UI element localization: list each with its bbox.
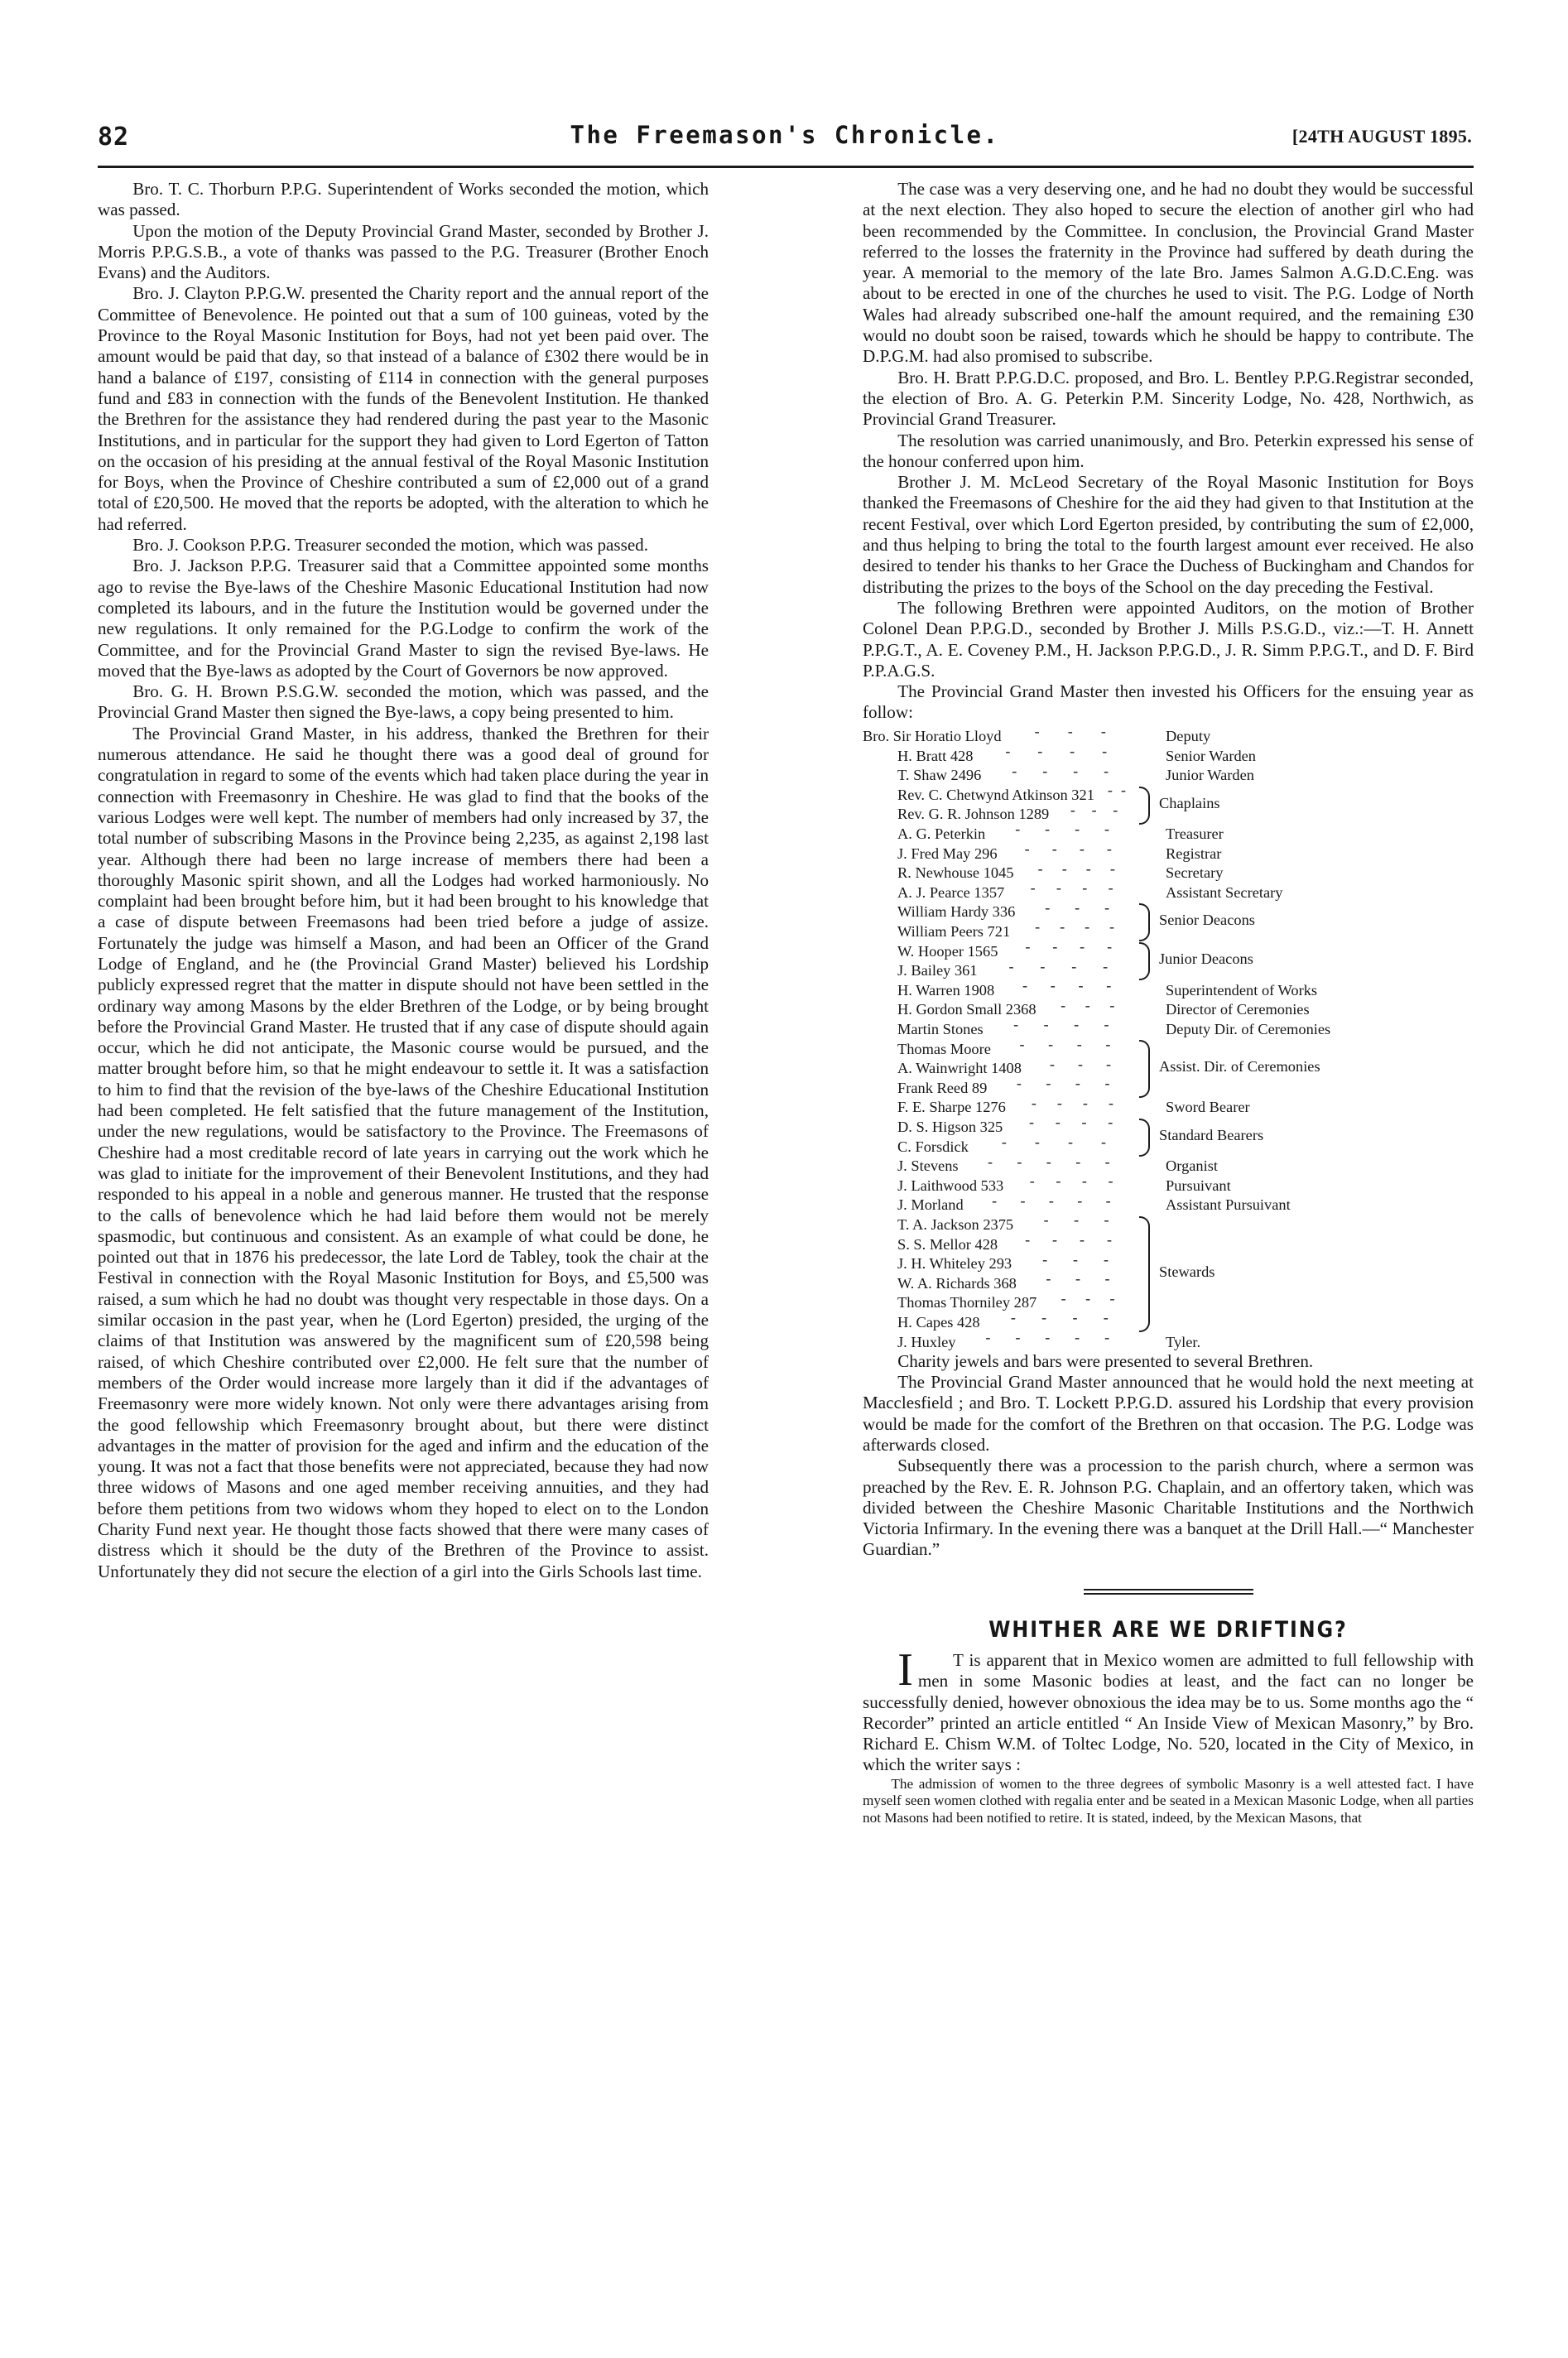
leader-dots: - - - - (1028, 1114, 1113, 1131)
officer-name: A. G. Peterkin (897, 825, 986, 843)
officer-title: Registrar (1166, 845, 1222, 862)
leader-dots: - - - - (1013, 1016, 1109, 1033)
leader-dots: - - - - - (987, 1153, 1110, 1170)
officer-group-title: Standard Bearers (1159, 1126, 1264, 1143)
leader-dots: - - - - (1035, 918, 1115, 936)
leader-dots: - - - (1045, 898, 1110, 916)
body-paragraph: The case was a very deserving one, and he had no doubt they would be successful at the next election. They also hoped to secure the election of another girl who had been recommended by the Committee. In conclusion, the Provincial Grand Master referred to the losses the fraternity in the Province had suffered by death during the year. A memorial to the memory of the late Bro. James Salmon A.G.D.C.Eng. was about to be erected in one of the churches he used to visit. The P.G. Lodge of North Wales had already subscribed one-half the amount required, and the remaining £30 would no doubt soon be raised, towards which he should be happy to contribute. The D.P.G.M. had also promised to subscribe. (863, 179, 1474, 367)
officer-name: H. Bratt 428 (897, 747, 974, 764)
article-headline: WHITHER ARE WE DRIFTING? (988, 1616, 1348, 1643)
body-paragraph: Bro. H. Bratt P.P.G.D.C. proposed, and Bro. L. Bentley P.P.G.Registrar seconded, the election of Bro. A. G. Peterkin P.M. Sincerity Lodge, No. 428, Northwich, as Provincial Grand Treasurer. (863, 367, 1474, 430)
officer-group-title: Assist. Dir. of Ceremonies (1159, 1058, 1320, 1076)
officer-row (863, 1016, 1474, 1039)
officer-title: Assistant Pursuivant (1166, 1196, 1291, 1214)
officer-name: Thomas Moore (897, 1040, 991, 1057)
officer-name: J. H. Whiteley 293 (897, 1255, 1012, 1273)
leader-dots: - - - (1049, 1055, 1111, 1072)
officer-title: Pursuivant (1166, 1177, 1231, 1194)
officer-title: Junior Warden (1166, 767, 1254, 784)
officers-list (863, 723, 1474, 1351)
officer-name: J. Huxley (897, 1333, 956, 1350)
leader-dots: - - - - (1022, 977, 1112, 994)
body-paragraph: Bro. J. Cookson P.P.G. Treasurer seconded the motion, which was passed. (132, 535, 649, 556)
leader-dots: - - - - - (985, 1328, 1110, 1345)
leader-dots: - - - - (1010, 1309, 1109, 1326)
masthead (98, 123, 1472, 162)
officer-row (863, 820, 1474, 844)
body-paragraph: Bro. G. H. Brown P.S.G.W. seconded the motion, which was passed, and the Provincial Grand Master then signed the Bye-laws, a copy being presented to him. (98, 681, 709, 723)
body-paragraph: Subsequently there was a procession to the parish church, where a sermon was preached by the Rev. E. R. Johnson P.G. Chaplain, and an offertory taken, which was divided between the Cheshire Masonic Charitable Institutions and the Northwich Victoria Infirmary. In the evening there was a banquet at the Drill Hall.—“ Manchester Guardian.” (863, 1456, 1474, 1560)
body-paragraph: Bro. J. Clayton P.P.G.W. presented the Charity report and the annual report of the Committee of Benevolence. He pointed out that a sum of 100 guineas, voted by the Province to the Royal Masonic Institution for Boys, had not yet been paid over. The amount would be paid that day, so that instead of a balance of £302 there would be in hand a balance of £197, consisting of £114 in connection with the general purposes fund and £83 in connection with the funds of the Benevolent Institution. He thanked the Brethren for the assistance they had rendered during the past year to the Masonic Institutions, and in particular for the support they had given to Lord Egerton of Tatton on the occasion of his presiding at the annual festival of the Royal Masonic Institution for Boys, when the Province of Cheshire contributed a sum of £2,000 out of a grand total of £20,500. He moved that the reports be adopted, with the alteration to which he had referred. (98, 283, 709, 534)
officer-title: Sword Bearer (1166, 1099, 1250, 1116)
section-divider (1084, 1589, 1253, 1595)
officer-title: Superintendent of Works (1166, 981, 1318, 999)
drop-cap: I (897, 1643, 913, 1696)
issue-date: [24TH AUGUST 1895. (1291, 126, 1472, 147)
leader-dots: - - - - (1030, 879, 1113, 897)
body-paragraph: Bro. T. C. Thorburn P.P.G. Superintendent of Works seconded the motion, which was passed. (98, 179, 709, 220)
leader-dots: - - - - (1012, 762, 1109, 779)
officer-row (863, 1191, 1474, 1215)
officer-row (863, 979, 1474, 999)
leader-dots: - - (1107, 782, 1126, 799)
body-paragraph: Bro. J. Jackson P.P.G. Treasurer said that a Committee appointed some months ago to revise the Bye-laws of the Cheshire Masonic Educational Institution had now completed its labours, and in the future the Institution would be governed under the new regulations. It only remained for the P.G.Lodge to confirm the work of the Committee, and for the Provincial Grand Master to sign the revised Bye-laws. He moved that the Bye-laws as adopted by the Court of Governors be now approved. (98, 556, 709, 681)
leader-dots: - - - - (1029, 1172, 1113, 1190)
officer-name: William Hardy 336 (897, 903, 1016, 921)
officer-title: Senior Warden (1166, 747, 1257, 764)
officer-row (863, 1153, 1474, 1176)
officer-name: R. Newhouse 1045 (897, 864, 1014, 882)
officer-title: Organist (1166, 1157, 1219, 1175)
leader-dots: - - - - (1037, 859, 1115, 877)
body-paragraph: Brother J. M. McLeod Secretary of the Royal Masonic Institution for Boys thanked the Freemasons of Cheshire for the aid they had given to that Institution at the recent Festival, over which Lord Egerton presided, by contributing the sum of £2,000, and thus helping to bring the total to the fourth largest amount ever received. He also desired to tender his thanks to her Grace the Duchess of Buckingham and Chandos for distributing the prizes to the boys of the School on the day preceding the Festival. (863, 472, 1474, 597)
officer-row (863, 745, 1474, 765)
body-paragraph: The Provincial Grand Master, in his address, thanked the Brethren for their numerous attendance. He said he thought there was a good deal of ground for congratulation in regard to some of the events which had taken place during the year in connection with Freemasonry in Cheshire. He was glad to find that the books of the various Lodges were well kept. The number of members had only increased by 37, the total number of subscribing Masons in the Province being 2,235, as against 2,198 last year. Although there had been no large increase of members there had been a thoroughly Masonic spirit shown, and all the Lodges had worked harmoniously. No complaint had been brought before him, but it had been brought to his knowledge that a case of dispute between Freemasons had been tried before a judge of assize. Fortunately the judge was himself a Mason, and had been an Officer of the Grand Lodge of England, and he (the Provincial Grand Master) believed his Lordship publicly expressed regret that the matter in dispute should not have been settled in the ordinary way among Masons by the elder Brethren of the Lodge, or by being brought before the Provincial Grand Master. He trusted that if any case of dispute should again occur, which he did not anticipate, the Masonic course would be pursued, and the matter brought before him, so that he might endeavour to settle it. It was a satisfaction to him to find that the revision of the bye-laws of the Cheshire Educational Institution had been completed. He felt satisfied that the future management of the Institution, under the new regulations, would be satisfactory to the Province. The Freemasons of Cheshire had a most creditable record of late years in carrying out the work which he was glad to initiate for the improvement of their Benevolent Institutions, and they had responded to his appeal in a noble and generous manner. He trusted that the response to the calls of benevolence which he had laid before them would not be merely spasmodic, but continuous and consistent. As an example of what could be done, he pointed out that in 1876 his predecessor, the late Lord de Tabley, took the chair at the Festival in connection with the Royal Masonic Institution for Boys, and £5,500 was raised, a sum which he had no doubt was thought very respectable in those days. On a similar occasion in the past year, when he (Lord Egerton) presided, the urging of the claims of that Institution was answered by the magnificent sum of £20,598 being raised, of which Cheshire contributed over £2,000. He felt sure that the number of members of the Order would increase more largely than it did if the advantages of Freemasonry were more widely known. Not only were there advantages arising from the good fellowship which Freemasonry brought about, but there were distinct advantages in the matter of provision for the aged and infirm and the education of the young. It was not a fact that those benefits were not appreciated, because they had now three widows of Masons and one aged member receiving annuities, and they had before them petitions from two widows whom they hoped to elect on to the London Charity Fund next year. He thought those facts showed that there were many cases of distress which it should be the duty of the Brethren of the Province to assist. Unfortunately they did not secure the election of a girl into the Girls Schools last time. (98, 723, 709, 1581)
body-paragraph: The resolution was carried unanimously, and Bro. Peterkin expressed his sense of the honour conferred upon him. (863, 430, 1474, 471)
officer-title: Deputy (1166, 728, 1211, 745)
officer-name: Rev. C. Chetwynd Atkinson 321 (897, 786, 1094, 803)
leader-dots: - - - - (1001, 1133, 1106, 1150)
officer-row (863, 1230, 1474, 1254)
officer-name: J. Fred May 296 (897, 845, 998, 862)
leader-dots: - - - (1046, 1270, 1110, 1287)
leader-dots: - - - - (1005, 743, 1108, 760)
officer-name: H. Warren 1908 (897, 981, 995, 999)
officer-group-title: Junior Deacons (1159, 950, 1253, 968)
leader-dots: - - - - (1025, 938, 1113, 955)
officer-name: Frank Reed 89 (897, 1079, 988, 1096)
body-paragraph: The Provincial Grand Master announced that he would hold the next meeting at Macclesfield ; and Bro. T. Lockett P.P.G.D. assured his Lordship that every provision would be made for the comfort of the Brethren on that occasion. The P.G. Lodge was afterwards closed. (863, 1372, 1474, 1455)
page-number: 82 (98, 123, 130, 152)
officer-name: William Peers 721 (897, 923, 1011, 941)
officer-row (863, 723, 1474, 746)
officer-name: F. E. Sharpe 1276 (897, 1099, 1006, 1116)
officer-row (863, 762, 1474, 785)
officer-name: Bro. Sir Horatio Lloyd (863, 728, 1002, 745)
header-rule (98, 166, 1474, 168)
leader-dots: - - - - (1024, 840, 1112, 858)
body-paragraph: The Provincial Grand Master then invested his Officers for the ensuing year as follow: (863, 681, 1474, 723)
officer-row (863, 879, 1474, 902)
officer-name: J. Morland (897, 1196, 964, 1214)
officer-name: W. Hooper 1565 (897, 942, 998, 960)
leader-dots: - - - (1061, 996, 1115, 1013)
officer-title: Secretary (1166, 864, 1224, 882)
left-column (98, 179, 709, 1582)
officer-group-title: Stewards (1159, 1263, 1215, 1280)
publication-title: The Freemason's Chronicle. (570, 121, 1000, 149)
leader-dots: - - - - (1025, 1230, 1113, 1248)
officer-group-title: Chaplains (1159, 794, 1220, 811)
officer-row (863, 1289, 1474, 1312)
officer-row (863, 1328, 1474, 1351)
officer-name: J. Bailey 361 (897, 962, 978, 979)
officer-name: C. Forsdick (897, 1138, 969, 1155)
leader-dots: - - - (1070, 801, 1118, 818)
officer-row (863, 1077, 1474, 1097)
leader-dots: - - - (1042, 1250, 1109, 1268)
officer-row (863, 996, 1474, 1019)
officer-row (863, 1035, 1474, 1058)
officer-name: Rev. G. R. Johnson 1289 (897, 806, 1050, 823)
officer-name: J. Stevens (897, 1157, 959, 1175)
officer-row (863, 840, 1474, 863)
officer-name: S. S. Mellor 428 (897, 1235, 998, 1253)
leader-dots: - - - (1034, 723, 1106, 740)
officer-group-title: Senior Deacons (1159, 912, 1255, 929)
officer-name: Martin Stones (897, 1021, 984, 1038)
leader-dots: - - - - (1016, 1075, 1110, 1092)
officer-name: A. J. Pearce 1357 (897, 883, 1005, 901)
officer-name: T. A. Jackson 2375 (897, 1215, 1014, 1233)
body-paragraph: Upon the motion of the Deputy Provincial Grand Master, seconded by Brother J. Morris P.P.G.S.B., a vote of thanks was passed to the P.G. Treasurer (Brother Enoch Evans) and the Auditors. (98, 220, 709, 283)
officer-title: Deputy Dir. of Ceremonies (1166, 1021, 1331, 1038)
officer-name: H. Gordon Small 2368 (897, 1001, 1037, 1018)
officer-title: Tyler. (1166, 1333, 1201, 1350)
officer-name: D. S. Higson 325 (897, 1118, 1003, 1135)
leader-dots: - - - - (1008, 957, 1109, 974)
officer-row (863, 1211, 1474, 1234)
leader-dots: - - - - (1019, 1035, 1111, 1052)
officer-name: W. A. Richards 368 (897, 1274, 1017, 1292)
officer-row (863, 1172, 1474, 1195)
leader-dots: - - - - (1015, 820, 1110, 838)
officer-name: Thomas Thorniley 287 (897, 1294, 1037, 1311)
article-lead-paragraph: I T is apparent that in Mexico women are admitted to full fellowship with men in some Masonic bodies at least, and the fact can no longer be successfully denied, however obnoxious the idea may be to us. Some months ago the “ Recorder” printed an article entitled “ An Inside View of Mexican Masonry,” by Bro. Richard E. Chism W.M. of Toltec Lodge, No. 520, located in the City of Mexico, in which the writer says : (863, 1643, 1474, 1775)
body-paragraph: The following Brethren were appointed Auditors, on the motion of Brother Colonel Dean P.P.G.D., seconded by Brother J. Mills P.S.G.D., viz.:—T. H. Annett P.P.G.T., A. E. Coveney P.M., H. Jackson P.P.G.D., J. R. Simm P.P.G.T., and D. F. Bird P.P.A.G.S. (863, 597, 1474, 681)
officer-title: Treasurer (1166, 825, 1224, 843)
leader-dots: - - - (1043, 1211, 1109, 1229)
leader-dots: - - - - (1031, 1094, 1113, 1111)
officer-name: T. Shaw 2496 (897, 767, 982, 784)
leader-dots: - - - - - (992, 1191, 1111, 1209)
officer-name: J. Laithwood 533 (897, 1177, 1004, 1194)
article-quotation: The admission of women to the three degrees of symbolic Masonry is a well attested fact. I have myself seen women clothed with regalia enter and be seated in a Mexican Masonic Lodge, when all parties not Masons had been notified to retire. It is stated, indeed, by the Mexican Masons, that (863, 1775, 1474, 1826)
officer-row (863, 1309, 1474, 1332)
officer-row (863, 859, 1474, 883)
officer-row (863, 1094, 1474, 1117)
officer-title: Director of Ceremonies (1166, 1001, 1310, 1018)
right-column (863, 179, 1474, 1827)
officer-name: H. Capes 428 (897, 1313, 980, 1331)
body-paragraph: Charity jewels and bars were presented to several Brethren. (897, 1350, 1314, 1371)
leader-dots: - - - (1061, 1289, 1115, 1307)
officer-name: A. Wainwright 1408 (897, 1060, 1022, 1077)
officer-title: Assistant Secretary (1166, 883, 1283, 901)
